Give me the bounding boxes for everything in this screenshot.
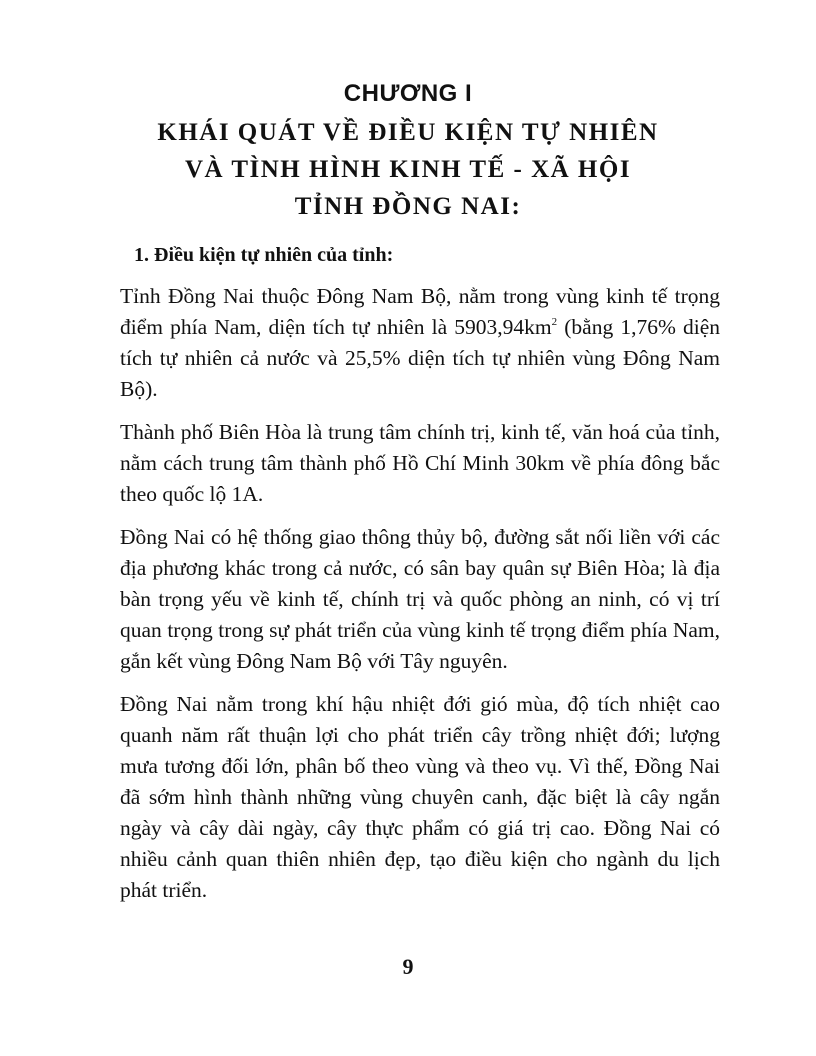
paragraph-text: Tỉnh Đồng Nai thuộc Đông Nam Bộ, nằm trong vùng kinh tế trọng điểm phía Nam, diện tích tự nhiên là 5903,94km	[120, 284, 720, 339]
chapter-label: CHƯƠNG I	[343, 80, 473, 107]
paragraph	[120, 281, 720, 405]
chapter-title-line: VÀ TÌNH HÌNH KINH TẾ - XÃ HỘI	[184, 156, 632, 183]
chapter-title-line: TỈNH ĐỒNG NAI:	[294, 193, 522, 220]
superscript: 2	[551, 316, 558, 328]
paragraph: Đồng Nai có hệ thống giao thông thủy bộ, đường sắt nối liền với các địa phương khác trong cả nước, có sân bay quân sự Biên Hòa; là địa bàn trọng yếu về kinh tế, chính trị và quốc phòng an ninh, có vị trí quan trọng trong sự phát triển của vùng kinh tế trọng điểm phía Nam, gắn kết vùng Đông Nam Bộ với Tây nguyên.	[120, 525, 720, 673]
body-text	[120, 281, 720, 918]
paragraph-text: (bằng 1,76% diện tích tự nhiên cả nước và 25,5% diện tích tự nhiên vùng Đông Nam Bộ).	[120, 315, 720, 401]
paragraph: Thành phố Biên Hòa là trung tâm chính trị, kinh tế, văn hoá của tỉnh, nằm cách trung tâm thành phố Hồ Chí Minh 30km về phía đông bắc theo quốc lộ 1A.	[120, 420, 720, 506]
chapter-title-line: KHÁI QUÁT VỀ ĐIỀU KIỆN TỰ NHIÊN	[157, 119, 659, 146]
chapter-title	[0, 114, 816, 225]
page-number: 9	[402, 954, 414, 979]
section-heading: 1. Điều kiện tự nhiên của tỉnh:	[134, 244, 394, 266]
paragraph: Đồng Nai nằm trong khí hậu nhiệt đới gió mùa, độ tích nhiệt cao quanh năm rất thuận lợi cho phát triển cây trồng nhiệt đới; lượng mưa tương đối lớn, phân bố theo vùng và theo vụ. Vì thế, Đồng Nai đã sớm hình thành những vùng chuyên canh, đặc biệt là cây ngắn ngày và cây dài ngày, cây thực phẩm có giá trị cao. Đồng Nai có nhiều cảnh quan thiên nhiên đẹp, tạo điều kiện cho ngành du lịch phát triển.	[120, 692, 720, 902]
